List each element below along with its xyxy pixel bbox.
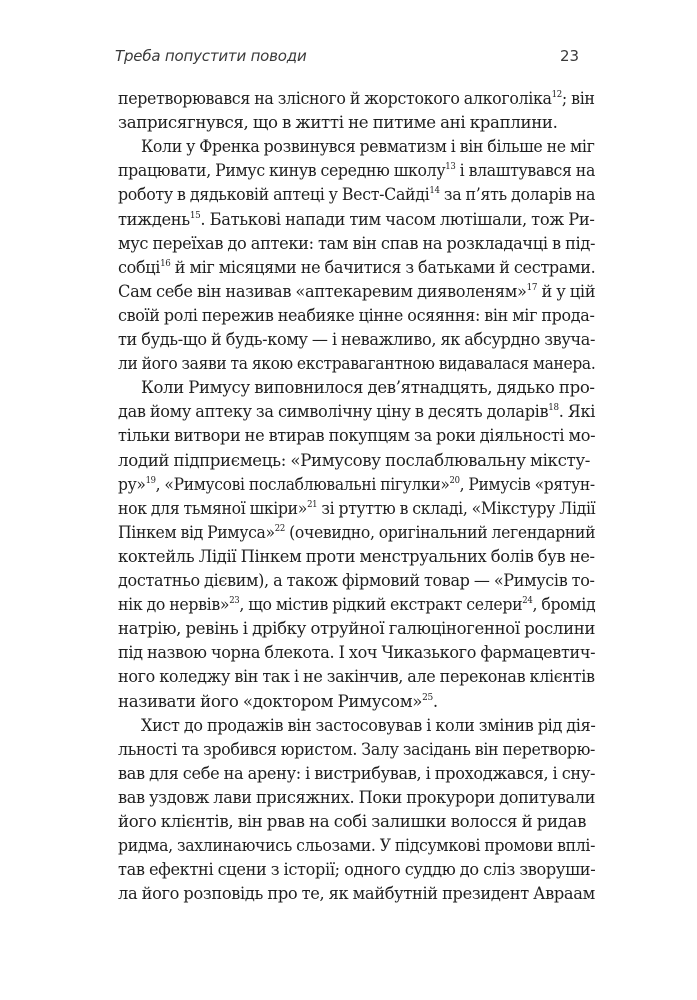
text-segment: й міг місяцями не бачитися з батьками й сестрами. <box>170 257 596 277</box>
text-segment: Сам себе він називав «аптекаревим дияволеням» <box>118 281 527 301</box>
text-line <box>141 378 595 398</box>
footnote-marker: 16 <box>160 258 171 269</box>
text-segment: коктейль Лідії Пінкем проти менструальних болів був не- <box>118 546 595 566</box>
text-line <box>118 402 595 422</box>
text-segment: лодий підприємець: «Римусову послаблювальну міксту- <box>118 450 591 470</box>
text-segment: . Які <box>558 402 596 422</box>
text-line <box>118 475 595 495</box>
text-line <box>141 716 595 736</box>
text-line <box>118 884 595 904</box>
text-segment: називати його «доктором Римусом» <box>118 691 423 711</box>
text-line <box>118 185 595 205</box>
text-segment: ру» <box>118 474 146 494</box>
text-segment: Пінкем від Римуса» <box>118 522 275 542</box>
text-segment: мус переїхав до аптеки: там він спав на розкладачці в під- <box>118 233 596 253</box>
footnote-marker: 23 <box>229 596 240 607</box>
text-line <box>118 595 595 615</box>
text-segment: достатньо дієвим), а також фірмовий товар — «Римусів то- <box>118 571 595 590</box>
footnote-marker: 19 <box>145 475 156 486</box>
text-segment: роботу в дядьковій аптеці у Вест-Сайді <box>118 185 430 205</box>
text-segment: його клієнтів, він рвав на собі залишки волосся й ридав <box>118 812 587 831</box>
text-segment: льності та зробився юристом. Залу засідань він перетворю- <box>118 739 596 759</box>
footnote-marker: 25 <box>422 692 433 703</box>
text-line <box>118 812 586 832</box>
text-segment: заприсягнувся, що в житті не питиме ані краплини. <box>118 113 558 133</box>
text-line <box>118 499 595 519</box>
text-segment: Коли Римусу виповнилося дев’ятнадцять, дядько про- <box>141 378 595 398</box>
text-line <box>118 282 595 302</box>
text-segment: Коли у Френка розвинувся ревматизм і він більше не міг <box>141 137 595 157</box>
text-line <box>118 426 595 446</box>
text-segment: , Римусів «рятун- <box>459 474 595 494</box>
text-line <box>118 643 595 663</box>
page-number: 23 <box>560 47 580 65</box>
footnote-marker: 13 <box>445 162 456 173</box>
text-segment: й у цій <box>537 281 596 301</box>
footnote-marker: 20 <box>449 475 460 486</box>
text-segment: Хист до продажів він застосовував і коли змінив рід дія- <box>141 715 596 735</box>
text-line <box>118 523 595 543</box>
text-line <box>118 451 590 471</box>
text-line <box>118 306 595 326</box>
footnote-marker: 18 <box>548 403 559 414</box>
text-line <box>118 764 595 784</box>
text-line <box>118 161 595 181</box>
text-line <box>118 619 595 639</box>
text-segment: . <box>432 691 438 711</box>
text-segment: ного коледжу він так і не закінчив, але переконав клієнтів <box>118 667 595 687</box>
text-segment: вав для себе на арену: і вистрибував, і проходжався, і сну- <box>118 763 596 783</box>
text-segment: ла його розповідь про те, як майбутній президент Авраам <box>118 884 595 904</box>
text-line <box>118 330 595 350</box>
footnote-marker: 12 <box>551 90 562 100</box>
text-segment: тільки витвори не втирав покупцям за роки діяльності мо- <box>118 426 596 446</box>
text-line <box>118 547 595 567</box>
text-line <box>118 113 558 133</box>
text-segment: працювати, Римус кинув середню школу <box>118 161 446 181</box>
text-segment: , бромід <box>532 595 596 615</box>
text-line <box>118 234 595 254</box>
text-segment: , що містив рідкий екстракт селери <box>239 595 523 615</box>
text-segment: ридма, захлинаючись сльозами. У підсумкові промови вплі- <box>118 836 596 856</box>
footnote-marker: 22 <box>274 523 285 534</box>
text-segment: собці <box>118 257 161 277</box>
text-segment: тиждень <box>118 209 190 229</box>
text-segment: дав йому аптеку за символічну ціну в десять доларів <box>118 402 549 422</box>
text-segment: під назвою чорна блекота. І хоч Чиказького фармацевтич- <box>118 643 596 663</box>
text-segment: нок для тьмяної шкіри» <box>118 498 308 518</box>
text-segment: (очевидно, оригінальний легендарний <box>284 522 596 542</box>
text-segment: тав ефектні сцени з історії; одного суддю до сліз зворуши- <box>118 860 596 880</box>
text-line <box>118 860 595 880</box>
text-line <box>118 89 595 109</box>
text-line <box>118 354 595 374</box>
footnote-marker: 14 <box>429 186 440 197</box>
footnote-marker: 21 <box>307 499 318 510</box>
text-segment: вав уздовж лави присяжних. Поки прокурори допитували <box>118 787 596 807</box>
footnote-marker: 24 <box>522 596 533 607</box>
text-line <box>118 692 438 712</box>
text-segment: натрію, ревінь і дрібку отруйної галюціногенної рослини <box>118 619 596 639</box>
text-segment: нік до нервів» <box>118 595 230 615</box>
text-line <box>141 137 595 157</box>
text-line <box>118 210 595 230</box>
text-line <box>118 571 595 591</box>
text-line <box>118 258 595 278</box>
text-segment: , «Римусові послаблювальні пігулки» <box>155 474 450 494</box>
text-segment: ; він <box>561 89 595 108</box>
footnote-marker: 17 <box>526 282 538 293</box>
text-segment: зі ртуттю в складі, «Мікстуру Лідії <box>317 498 596 518</box>
text-segment: перетворювався на злісного й жорстокого алкоголіка <box>118 89 552 108</box>
text-line <box>118 667 595 687</box>
running-head-title: Треба попустити поводи <box>115 47 307 65</box>
text-segment: і влаштувався на <box>455 161 595 181</box>
text-segment: . Батькові напади тим часом лютішали, тож Ри- <box>200 209 595 229</box>
text-line <box>118 788 595 808</box>
text-segment: ли його заяви та якою екстравагантною видавалася манера. <box>118 354 596 374</box>
footnote-marker: 15 <box>189 210 201 221</box>
text-segment: за п’ять доларів на <box>439 185 596 205</box>
text-segment: ти будь-що й будь-кому — і неважливо, як абсурдно звуча- <box>118 330 596 349</box>
text-segment: своїй ролі пережив неабияке цінне осяяння: він міг прода- <box>118 305 595 325</box>
text-line <box>118 740 595 760</box>
text-line <box>118 836 595 856</box>
